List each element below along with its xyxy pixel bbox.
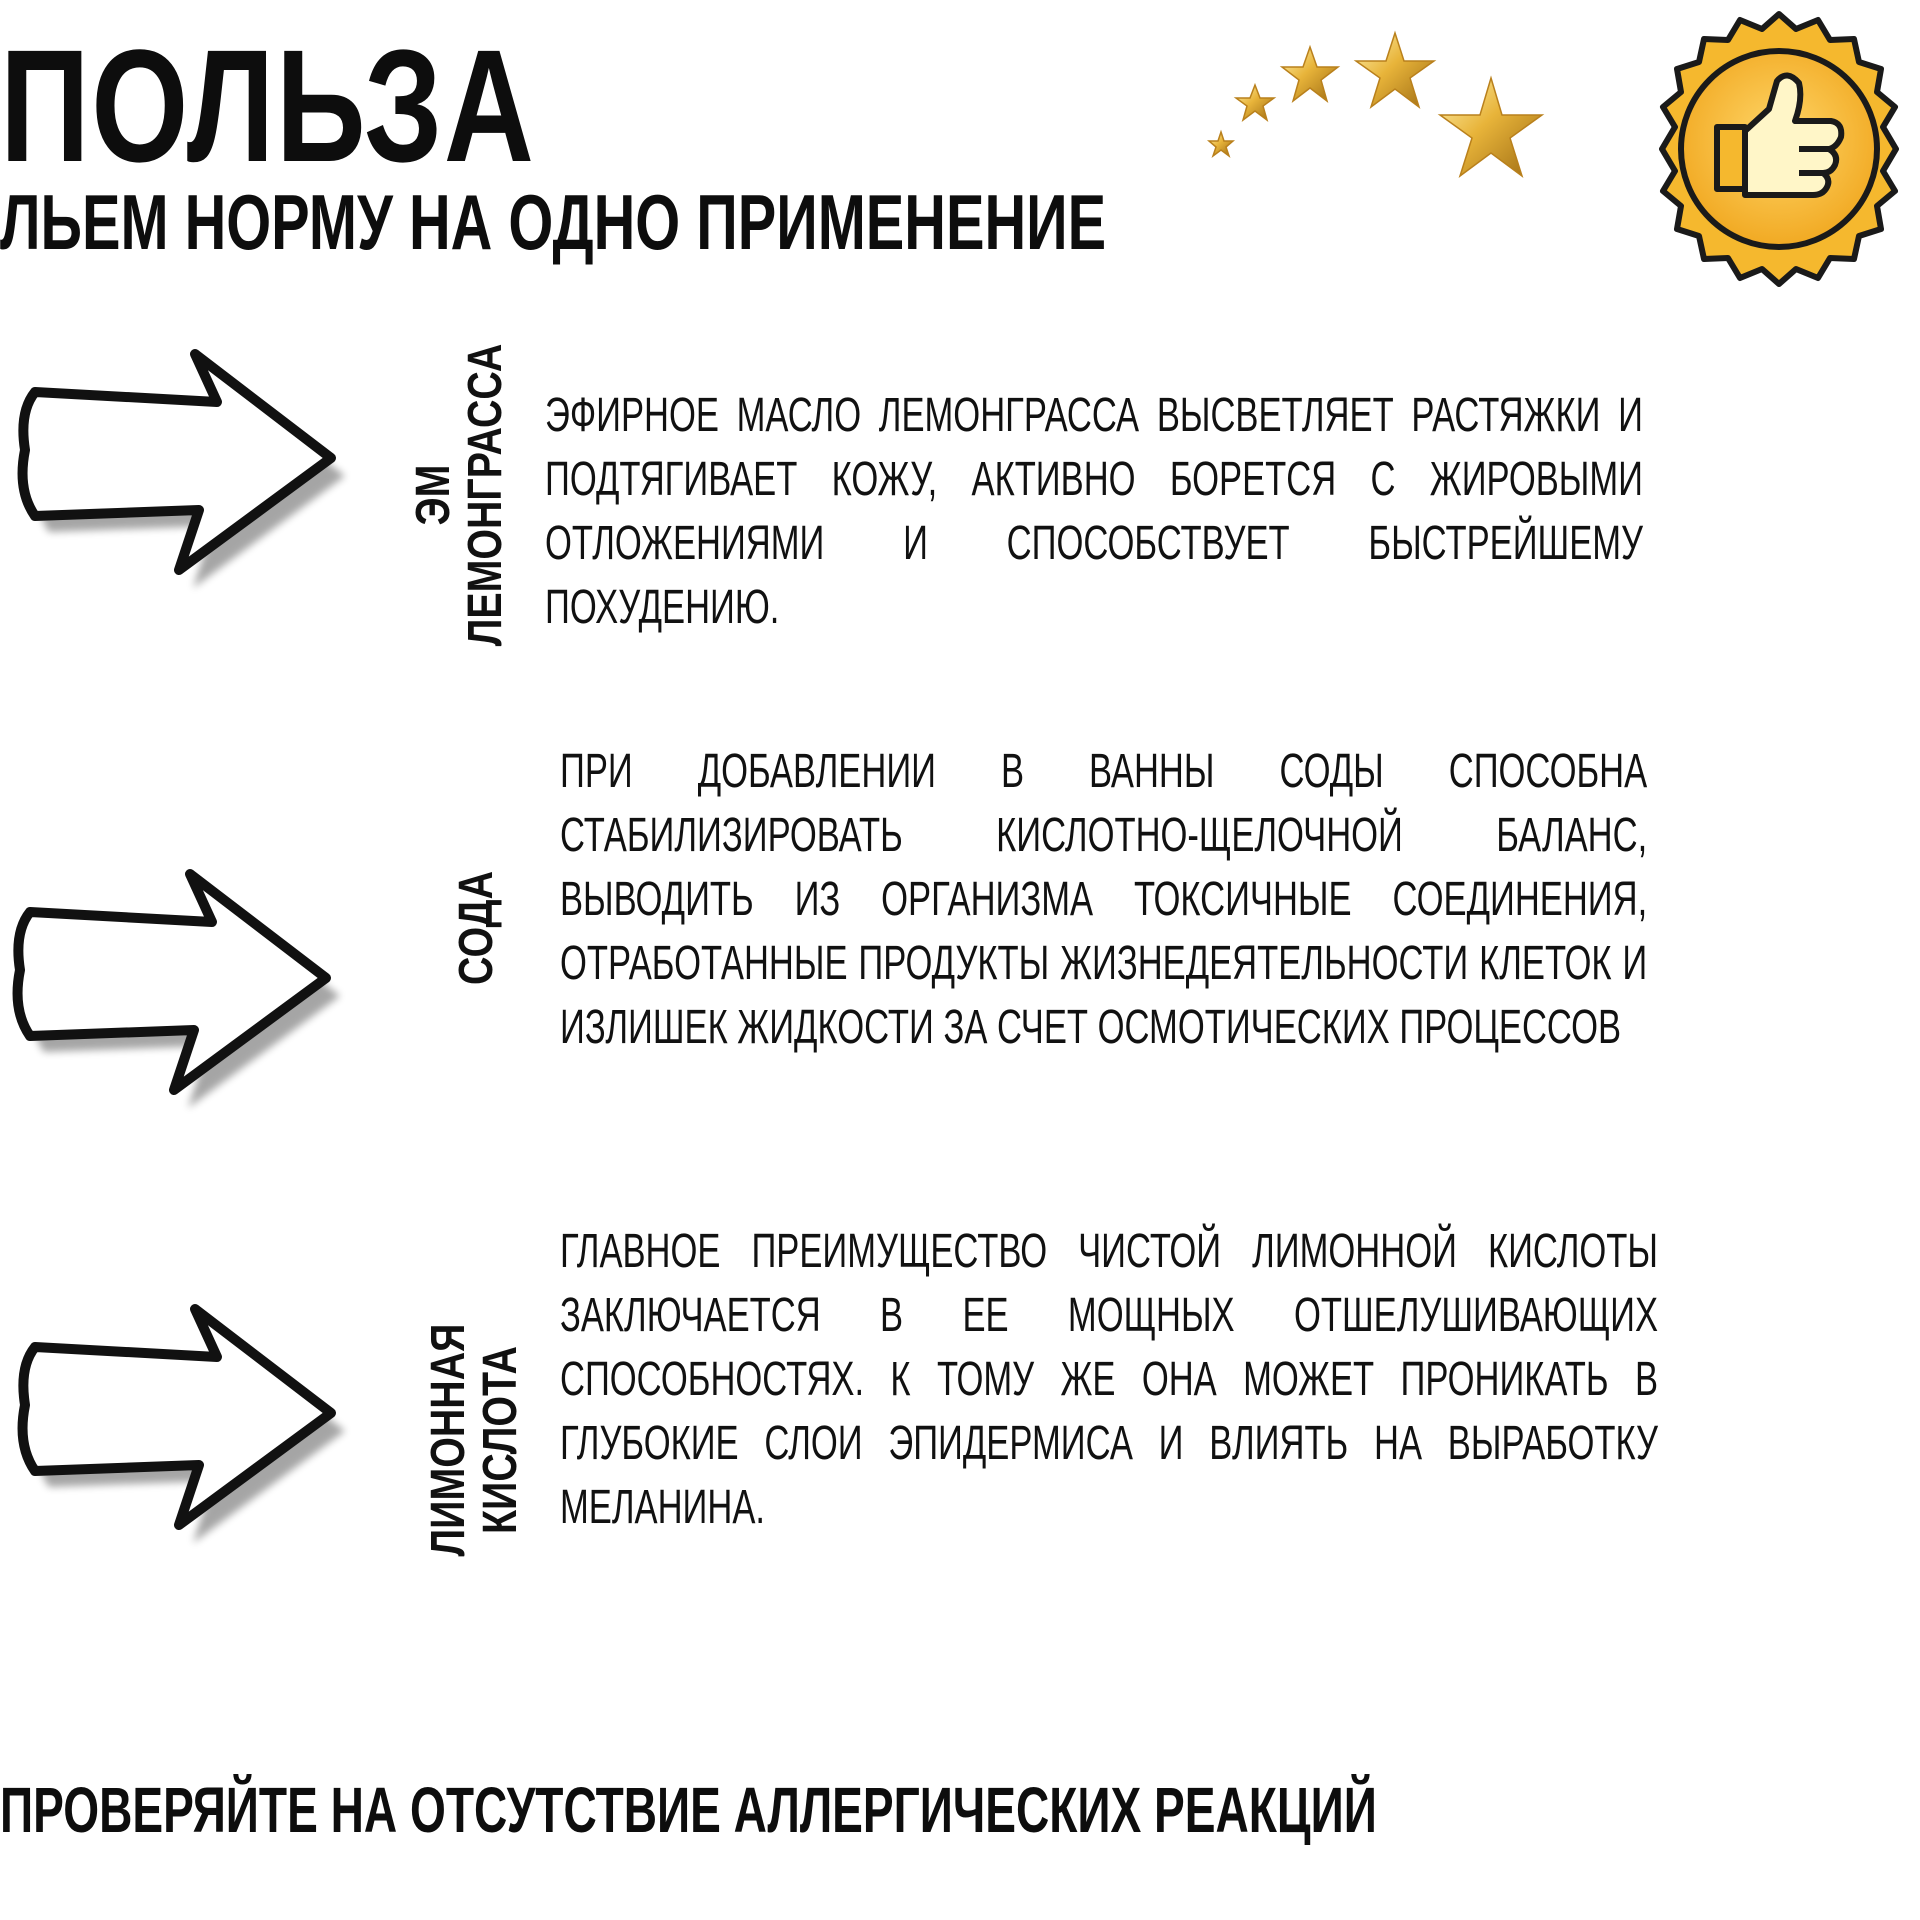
five-stars-icon: [1205, 25, 1585, 215]
star-icon: [1209, 132, 1233, 156]
footer-warning: ПРОВЕРЯЙТЕ НА ОТСУТСТВИЕ АЛЛЕРГИЧЕСКИХ РЕАКЦИЙ: [0, 1774, 1377, 1846]
ingredient-label: ЛИМОННАЯ КИСЛОТА: [422, 1323, 527, 1557]
page-title: ПОЛЬЗА: [0, 16, 536, 195]
arrow-icon: [5, 350, 355, 590]
thumbs-up-badge-icon: [1638, 8, 1920, 290]
star-icon: [1236, 85, 1274, 120]
ingredient-description: ГЛАВНОЕ ПРЕИМУЩЕСТВО ЧИСТОЙ ЛИМОННОЙ КИСЛОТЫ ЗАКЛЮЧАЕТСЯ В ЕЕ МОЩНЫХ ОТШЕЛУШИВАЮЩИХ СПОСОБНОСТЯХ. К ТОМУ ЖЕ ОНА МОЖЕТ ПРОНИКАТЬ В ГЛУБОКИЕ СЛОИ ЭПИДЕРМИСА И ВЛИЯТЬ НА ВЫРАБОТКУ МЕЛАНИНА.: [560, 1225, 1658, 1534]
star-icon: [1282, 47, 1338, 101]
page-subtitle: ЛЬЕМ НОРМУ НА ОДНО ПРИМЕНЕНИЕ: [0, 178, 1107, 266]
ingredient-label: ЭМ ЛЕМОНГРАССА: [407, 343, 512, 647]
arrow-icon: [5, 1305, 355, 1545]
ingredient-label: СОДА: [450, 870, 503, 986]
ingredient-description: ЭФИРНОЕ МАСЛО ЛЕМОНГРАССА ВЫСВЕТЛЯЕТ РАСТЯЖКИ И ПОДТЯГИВАЕТ КОЖУ, АКТИВНО БОРЕТСЯ С ЖИРОВЫМИ ОТЛОЖЕНИЯМИ И СПОСОБСТВУЕТ БЫСТРЕЙШЕМУ ПОХУДЕНИЮ.: [545, 389, 1643, 634]
ingredient-description: ПРИ ДОБАВЛЕНИИ В ВАННЫ СОДЫ СПОСОБНА СТАБИЛИЗИРОВАТЬ КИСЛОТНО-ЩЕЛОЧНОЙ БАЛАНС, ВЫВОДИТЬ ИЗ ОРГАНИЗМА ТОКСИЧНЫЕ СОЕДИНЕНИЯ, ОТРАБОТАННЫЕ ПРОДУКТЫ ЖИЗНЕДЕЯТЕЛЬНОСТИ КЛЕТОК И ИЗЛИШЕК ЖИДКОСТИ ЗА СЧЕТ ОСМОТИЧЕСКИХ ПРОЦЕССОВ: [560, 745, 1648, 1054]
star-icon: [1440, 78, 1542, 176]
star-icon: [1356, 33, 1434, 107]
arrow-icon: [0, 870, 350, 1110]
